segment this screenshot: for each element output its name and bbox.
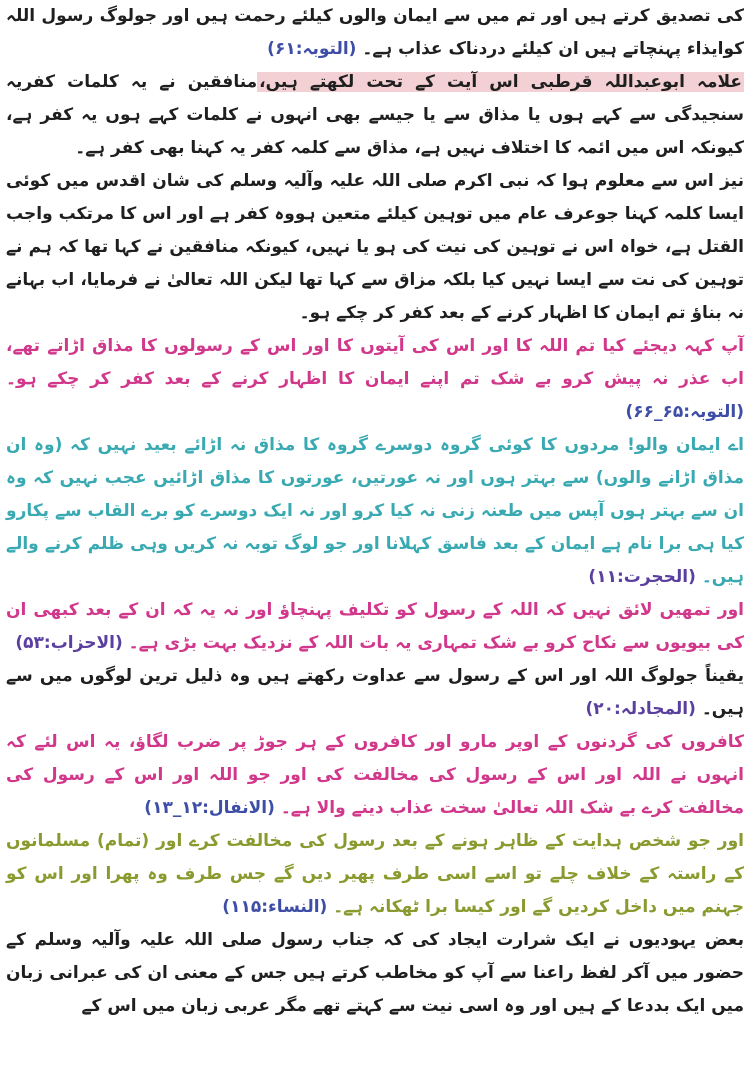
verse-reference: (الانفال:۱۲_۱۳) bbox=[144, 798, 275, 818]
paragraph-ahzab-53 bbox=[6, 594, 744, 660]
verse-reference: (التوبہ:۶۵_۶۶) bbox=[625, 402, 744, 422]
verse-reference: (الحجرت:۱۱) bbox=[588, 567, 696, 587]
verse-reference: (الاحزاب:۵۳) bbox=[15, 633, 123, 653]
verse-text: اور جو شخص ہدایت کے ظاہر ہونے کے بعد رسول کی مخالفت کرے اور (تمام) مسلمانوں کے راستہ کے خلاف چلے تو اسے اسی طرف پھیر دیں گے جس طرف وہ پھرا اور اس کو جہنم میں داخل کردیں گے اور کیسا برا ٹھکانہ ہے۔ bbox=[6, 831, 744, 917]
verse-text: اور تمھیں لائق نہیں کہ اللہ کے رسول کو تکلیف پہنچاؤ اور نہ یہ کہ ان کے بعد کبھی ان کی بیویوں سے نکاح کرو بے شک تمہاری یہ بات اللہ کے نزدیک بہت بڑی ہے۔ bbox=[6, 600, 744, 653]
paragraph-nisa-115 bbox=[6, 825, 744, 924]
paragraph-raina-history bbox=[6, 924, 744, 1023]
paragraph-tauba-61-end bbox=[6, 0, 744, 66]
paragraph-text: منافقین نے یہ کلمات کفریہ سنجیدگی سے کہے ہوں یا مذاق سے یا جیسے بھی انہوں نے کلمات کہے ہوں یہ کفر ہے، کیونکہ اس میں ائمہ کا اختلاف نہیں ہے، مذاق سے کلمہ کفر یہ کہنا بھی کفر ہے۔ bbox=[6, 72, 744, 158]
verse-reference: (المجادلہ:۲۰) bbox=[585, 699, 696, 719]
paragraph-anfal-12-13 bbox=[6, 726, 744, 825]
verse-text: اے ایمان والو! مردوں کا کوئی گروہ دوسرے گروہ کا مذاق نہ اڑائے بعید نہیں کہ (وہ ان مذاق اڑانے والوں) سے بہتر ہوں اور نہ عورتیں، عورتوں کا مذاق اڑائیں عجب نہیں کہ وہ ان سے بہتر ہوں آپس میں طعنہ زنی نہ کیا کرو اور نہ ایک دوسرے کو برے القاب سے پکارو کیا ہی برا نام ہے ایمان کے بعد فاسق کہلانا اور جو لوگ توبہ نہ کریں وہی ظلم کرنے والے ہیں۔ bbox=[6, 435, 744, 587]
paragraph-mujadila-20 bbox=[6, 660, 744, 726]
paragraph-ruling bbox=[6, 165, 744, 330]
paragraph-text: بعض یہودیوں نے ایک شرارت ایجاد کی کہ جناب رسول صلی اللہ علیہ وآلیہ وسلم کے حضور میں آکر لفظ راعنا سے آپ کو مخاطب کرتے ہیں جس کے معنی ان کی عبرانی زبان میں ایک بددعا کے ہیں اور وہ اسی نیت سے کہتے تھے مگر عربی زبان میں اس کے bbox=[6, 930, 744, 1016]
highlighted-citation: علامہ ابوعبداللہ قرطبی اس آیت کے تحت لکھتے ہیں، bbox=[259, 72, 742, 92]
verse-reference: (النساء:۱۱۵) bbox=[222, 897, 328, 917]
paragraph-qurtubi-commentary bbox=[6, 66, 744, 165]
verse-reference: (التوبہ:۶۱) bbox=[267, 39, 357, 59]
verse-text: کافروں کی گردنوں کے اوپر مارو اور کافروں کے ہر جوڑ پر ضرب لگاؤ، یہ اس لئے کہ انہوں نے اللہ اور اس کے رسول کی مخالفت کی اور جو اللہ اور اس کے رسول کی مخالفت کرے بے شک اللہ تعالیٰ سخت عذاب دینے والا ہے۔ bbox=[6, 732, 744, 818]
paragraph-tauba-65-66 bbox=[6, 330, 744, 429]
verse-text: یقیناً جولوگ اللہ اور اس کے رسول سے عداوت رکھتے ہیں وہ ذلیل ترین لوگوں میں سے ہیں۔ bbox=[6, 666, 744, 719]
paragraph-hujurat-11 bbox=[6, 429, 744, 594]
paragraph-text: نیز اس سے معلوم ہوا کہ نبی اکرم صلی اللہ علیہ وآلیہ وسلم کی شان اقدس میں کوئی ایسا کلمہ کہنا جوعرف عام میں توہین کیلئے متعین ہووہ کفر ہے اور اس کا مرتکب واجب القتل ہے، خواہ اس نے توہین کی نیت کی ہو یا نہیں، کیونکہ منافقین نے کہا تھا کہ ہم نے توہین کی نت سے ایسا نہیں کیا بلکہ مزاق سے کہا تھا لیکن اللہ تعالیٰ نے فرمایا، اب بہانے نہ بناؤ تم ایمان کا اظہار کرنے کے بعد کفر کر چکے ہو۔ bbox=[6, 171, 744, 323]
verse-text: آپ کہہ دیجئے کیا تم اللہ کا اور اس کی آیتوں کا اور اس کے رسولوں کا مذاق اڑاتے تھے، اب عذر نہ پیش کرو بے شک تم اپنے ایمان کا اظہار کرنے کے بعد کفر کر چکے ہو۔ bbox=[6, 336, 744, 389]
paragraph-text: کی تصدیق کرتے ہیں اور تم میں سے ایمان والوں کیلئے رحمت ہیں اور جولوگ رسول اللہ کوایذاء پہنچاتے ہیں ان کیلئے دردناک عذاب ہے۔ bbox=[6, 6, 744, 59]
